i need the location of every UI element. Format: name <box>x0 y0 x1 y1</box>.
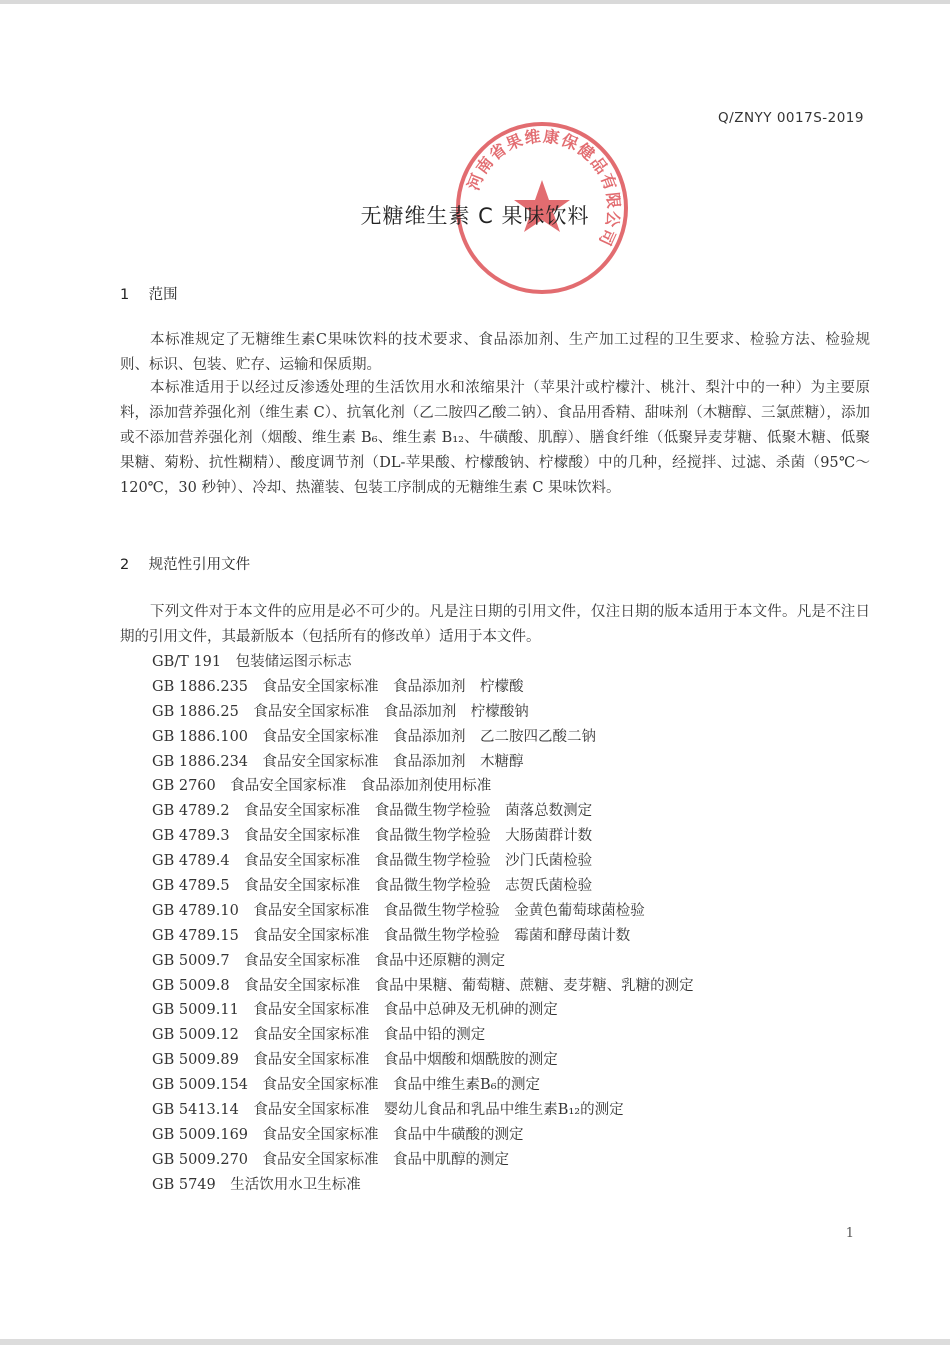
reference-title: 食品安全国家标准 食品中维生素B₆的测定 <box>262 1077 541 1094</box>
reference-code: GB 5009.169 <box>152 1126 249 1143</box>
scan-edge-top <box>0 0 950 4</box>
reference-code: GB 4789.5 <box>152 878 230 895</box>
reference-title: 食品安全国家标准 婴幼儿食品和乳品中维生素B₁₂的测定 <box>253 1102 624 1119</box>
reference-item <box>152 998 694 1023</box>
reference-code: GB 4789.15 <box>152 927 239 944</box>
reference-title: 食品安全国家标准 食品中还原糖的测定 <box>244 952 506 969</box>
reference-item <box>152 1023 694 1048</box>
reference-code: GB 1886.234 <box>152 753 249 770</box>
reference-item <box>152 1173 694 1198</box>
reference-code: GB 5009.154 <box>152 1077 249 1094</box>
reference-title: 食品安全国家标准 食品微生物学检验 金黄色葡萄球菌检验 <box>253 902 645 919</box>
reference-item <box>152 700 694 725</box>
reference-item <box>152 1123 694 1148</box>
reference-item <box>152 924 694 949</box>
reference-title: 食品安全国家标准 食品微生物学检验 志贺氏菌检验 <box>244 878 593 895</box>
reference-title: 食品安全国家标准 食品添加剂 木糖醇 <box>262 753 524 770</box>
section-title: 规范性引用文件 <box>148 557 251 573</box>
reference-item <box>152 799 694 824</box>
section-number: 1 <box>120 287 130 303</box>
reference-item <box>152 1073 694 1098</box>
reference-title: 食品安全国家标准 食品中肌醇的测定 <box>262 1151 510 1168</box>
reference-item <box>152 899 694 924</box>
reference-code: GB 5413.14 <box>152 1102 239 1119</box>
reference-code: GB 5009.8 <box>152 977 230 994</box>
reference-item <box>152 974 694 999</box>
scan-edge-bottom <box>0 1339 950 1345</box>
section-1-heading <box>120 283 178 304</box>
reference-code: GB 5009.11 <box>152 1002 239 1019</box>
section-number: 2 <box>120 557 130 573</box>
reference-item <box>152 650 694 675</box>
section-2-paragraph-1: 下列文件对于本文件的应用是必不可少的。凡是注日期的引用文件，仅注日期的版本适用于本文件。凡是不注日期的引用文件，其最新版本（包括所有的修改单）适用于本文件。 <box>120 604 870 645</box>
reference-title: 食品安全国家标准 食品添加剂 乙二胺四乙酸二钠 <box>262 728 597 745</box>
reference-code: GB 1886.235 <box>152 678 249 695</box>
standard-code: Q/ZNYY 0017S-2019 <box>718 110 864 126</box>
seal-text-path: 河南省果维康保健品有限公司 <box>463 126 624 250</box>
reference-item <box>152 725 694 750</box>
reference-title: 食品安全国家标准 食品添加剂使用标准 <box>230 778 492 795</box>
reference-item <box>152 1098 694 1123</box>
reference-item <box>152 874 694 899</box>
reference-code: GB 5009.89 <box>152 1052 239 1069</box>
reference-title: 食品安全国家标准 食品中铅的测定 <box>253 1027 486 1044</box>
reference-item <box>152 949 694 974</box>
section-title: 范围 <box>148 287 178 303</box>
reference-code: GB 5009.7 <box>152 952 230 969</box>
reference-item <box>152 849 694 874</box>
page-number: 1 <box>845 1226 854 1241</box>
document-title: 无糖维生素 C 果味饮料 <box>360 204 590 228</box>
reference-title: 食品安全国家标准 食品微生物学检验 菌落总数测定 <box>244 803 593 820</box>
reference-code: GB 4789.2 <box>152 803 230 820</box>
reference-code: GB 2760 <box>152 778 216 795</box>
section-1-paragraph-2: 本标准适用于以经过反渗透处理的生活饮用水和浓缩果汁（苹果汁或柠檬汁、桃汁、梨汁中的一种）为主要原料，添加营养强化剂（维生素 C）、抗氧化剂（乙二胺四乙酸二钠）、食品用香精、甜味剂（木糖醇、三氯蔗糖），添加或不添加营养强化剂（烟酸、维生素 B₆、维生素 B₁₂、牛磺酸、肌醇）、膳食纤维（低聚异麦芽糖、低聚木糖、低聚果糖、菊粉、抗性糊精）、酸度调节剂（DL-苹果酸、柠檬酸钠、柠檬酸）中的几种，经搅拌、过滤、杀菌（95℃～120℃，30 秒钟）、冷却、热灌装、包装工序制成的无糖维生素 C 果味饮料。 <box>120 380 870 496</box>
reference-title: 生活饮用水卫生标准 <box>230 1176 361 1193</box>
reference-title: 食品安全国家标准 食品微生物学检验 大肠菌群计数 <box>244 828 593 845</box>
reference-code: GB/T 191 <box>152 654 222 670</box>
reference-code: GB 5749 <box>152 1176 216 1193</box>
reference-code: GB 4789.10 <box>152 902 239 919</box>
reference-title: 食品安全国家标准 食品中烟酸和烟酰胺的测定 <box>253 1052 558 1069</box>
reference-code: GB 5009.270 <box>152 1151 249 1168</box>
section-2-heading <box>120 553 250 574</box>
reference-title: 食品安全国家标准 食品微生物学检验 霉菌和酵母菌计数 <box>253 927 631 944</box>
reference-item <box>152 750 694 775</box>
reference-title: 包装储运图示标志 <box>235 654 352 670</box>
reference-title: 食品安全国家标准 食品中总砷及无机砷的测定 <box>253 1002 558 1019</box>
reference-title: 食品安全国家标准 食品中牛磺酸的测定 <box>262 1126 524 1143</box>
reference-item <box>152 824 694 849</box>
reference-code: GB 1886.25 <box>152 703 239 720</box>
reference-item <box>152 774 694 799</box>
section-1-paragraph-1: 本标准规定了无糖维生素C果味饮料的技术要求、食品添加剂、生产加工过程的卫生要求、检验方法、检验规则、标识、包装、贮存、运输和保质期。 <box>120 332 870 373</box>
reference-title: 食品安全国家标准 食品中果糖、葡萄糖、蔗糖、麦芽糖、乳糖的测定 <box>244 977 694 994</box>
reference-item <box>152 1148 694 1173</box>
reference-title: 食品安全国家标准 食品微生物学检验 沙门氏菌检验 <box>244 853 593 870</box>
reference-code: GB 5009.12 <box>152 1027 239 1044</box>
reference-item <box>152 675 694 700</box>
reference-code: GB 4789.4 <box>152 853 230 870</box>
reference-item <box>152 1048 694 1073</box>
reference-title: 食品安全国家标准 食品添加剂 柠檬酸钠 <box>253 703 529 720</box>
reference-title: 食品安全国家标准 食品添加剂 柠檬酸 <box>262 678 524 695</box>
reference-code: GB 4789.3 <box>152 828 230 845</box>
reference-code: GB 1886.100 <box>152 728 249 745</box>
reference-list <box>152 650 694 1198</box>
